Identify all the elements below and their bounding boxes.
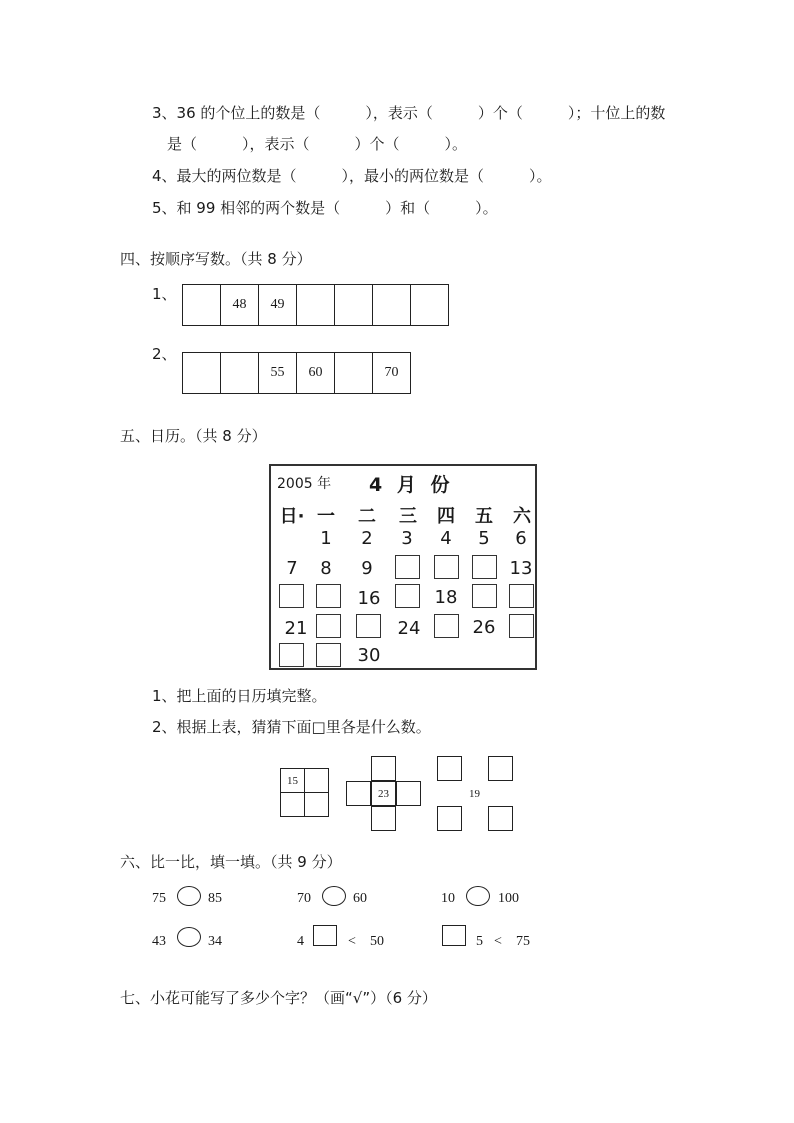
sequence-cell[interactable]	[334, 352, 373, 394]
calendar-blank-box[interactable]	[434, 614, 459, 638]
calendar-day: 1	[320, 528, 332, 549]
calendar-day: 16	[357, 588, 381, 609]
sequence-cell: 48	[220, 284, 259, 326]
calendar-blank-box[interactable]	[509, 584, 534, 608]
compare-left-number: 70	[297, 891, 311, 906]
calendar-day: 7	[286, 558, 298, 579]
calendar-day: 6	[515, 528, 527, 549]
calendar-day: 24	[397, 618, 421, 639]
compare-right-number: 34	[208, 934, 222, 949]
calendar-blank-box[interactable]	[316, 643, 341, 667]
compare-circle[interactable]	[322, 886, 346, 906]
sequence-row-1	[182, 284, 449, 326]
calendar-blank-box[interactable]	[356, 614, 381, 638]
compare-right-number: 100	[498, 891, 519, 906]
puzzle-cell[interactable]	[304, 792, 329, 817]
compare-circle[interactable]	[177, 886, 201, 906]
row-2-label: 2、	[152, 345, 177, 363]
sequence-cell: 49	[258, 284, 297, 326]
calendar-day: 8	[320, 558, 332, 579]
calendar-day: 9	[361, 558, 373, 579]
calendar-blank-box[interactable]	[434, 555, 459, 579]
calendar-year: 2005 年	[277, 476, 332, 492]
section-5-question-2: 2、根据上表，猜猜下面□里各是什么数。	[152, 718, 431, 736]
compare-circle[interactable]	[177, 927, 201, 947]
compare-right-number: 60	[353, 891, 367, 906]
less-than-sign: <	[494, 934, 502, 949]
puzzle-cell[interactable]	[371, 756, 396, 781]
sequence-cell[interactable]	[220, 352, 259, 394]
calendar-month: 4 月 份	[369, 474, 454, 496]
item-3-line-2: 是（ ），表示（ ）个（ ）。	[167, 135, 468, 153]
sequence-cell[interactable]	[296, 284, 335, 326]
calendar-blank-box[interactable]	[472, 584, 497, 608]
compare-left-number: 43	[152, 934, 166, 949]
blank-square[interactable]	[313, 925, 337, 946]
puzzle-cell[interactable]	[280, 792, 305, 817]
calendar-blank-box[interactable]	[395, 555, 420, 579]
section-5-question-1: 1、把上面的日历填完整。	[152, 687, 327, 705]
compare-circle[interactable]	[466, 886, 490, 906]
weekday-label: 六	[513, 506, 531, 527]
calendar-blank-box[interactable]	[316, 584, 341, 608]
weekday-label: 二	[358, 506, 376, 527]
item-4: 4、最大的两位数是（ ），最小的两位数是（ ）。	[152, 167, 552, 185]
calendar-blank-box[interactable]	[509, 614, 534, 638]
compare-number: 4	[297, 934, 304, 949]
calendar	[269, 464, 537, 670]
compare-number: 50	[370, 934, 384, 949]
sequence-cell: 70	[372, 352, 411, 394]
calendar-blank-box[interactable]	[316, 614, 341, 638]
compare-right-number: 85	[208, 891, 222, 906]
section-4-title: 四、按顺序写数。（共 8 分）	[120, 250, 312, 268]
weekday-label: 日·	[279, 506, 305, 527]
sequence-cell[interactable]	[334, 284, 373, 326]
sequence-row-2	[182, 352, 411, 394]
weekday-label: 五	[475, 506, 493, 527]
calendar-day: 13	[509, 558, 533, 579]
puzzle-cell[interactable]	[488, 756, 513, 781]
sequence-cell[interactable]	[410, 284, 449, 326]
calendar-day: 26	[472, 617, 496, 638]
weekday-label: 一	[317, 506, 335, 527]
puzzle-cell: 23	[371, 781, 396, 806]
item-5: 5、和 99 相邻的两个数是（ ）和（ ）。	[152, 199, 498, 217]
puzzle-cell[interactable]	[437, 806, 462, 831]
sequence-cell: 60	[296, 352, 335, 394]
calendar-day: 21	[284, 618, 308, 639]
calendar-day: 30	[357, 645, 381, 666]
calendar-blank-box[interactable]	[279, 643, 304, 667]
calendar-blank-box[interactable]	[279, 584, 304, 608]
puzzle-cell[interactable]	[437, 756, 462, 781]
compare-left-number: 75	[152, 891, 166, 906]
calendar-day: 18	[434, 587, 458, 608]
puzzle-cell[interactable]	[396, 781, 421, 806]
sequence-cell[interactable]	[182, 352, 221, 394]
blank-square[interactable]	[442, 925, 466, 946]
sequence-cell[interactable]	[372, 284, 411, 326]
puzzle-cell: 19	[469, 787, 480, 800]
calendar-day: 3	[401, 528, 413, 549]
calendar-day: 4	[440, 528, 452, 549]
compare-number: 5	[476, 934, 483, 949]
compare-number: 75	[516, 934, 530, 949]
calendar-blank-box[interactable]	[395, 584, 420, 608]
weekday-label: 四	[437, 506, 455, 527]
puzzle-cell[interactable]	[371, 806, 396, 831]
calendar-day: 2	[361, 528, 373, 549]
less-than-sign: <	[348, 934, 356, 949]
sequence-cell: 55	[258, 352, 297, 394]
puzzle-cell[interactable]	[488, 806, 513, 831]
weekday-label: 三	[399, 506, 417, 527]
section-5-title: 五、日历。（共 8 分）	[120, 427, 267, 445]
section-7-title: 七、小花可能写了多少个字？（画“√”）（6 分）	[120, 989, 437, 1007]
calendar-blank-box[interactable]	[472, 555, 497, 579]
puzzle-cell: 15	[280, 768, 305, 793]
puzzle-cell[interactable]	[346, 781, 371, 806]
puzzle-cell[interactable]	[304, 768, 329, 793]
item-3-line-1: 3、36 的个位上的数是（ ），表示（ ）个（ ）；十位上的数	[152, 104, 666, 122]
section-6-title: 六、比一比，填一填。（共 9 分）	[120, 853, 342, 871]
row-1-label: 1、	[152, 285, 177, 303]
sequence-cell[interactable]	[182, 284, 221, 326]
calendar-day: 5	[478, 528, 490, 549]
compare-left-number: 10	[441, 891, 455, 906]
